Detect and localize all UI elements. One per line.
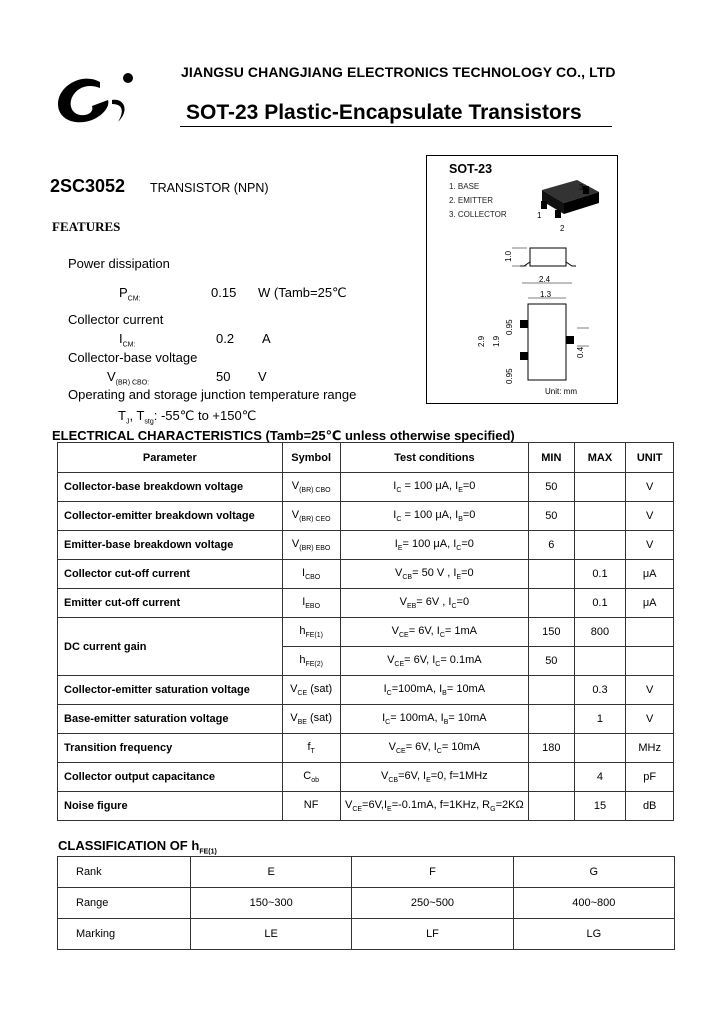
condition-cell: $V_{CE}= 6V$, $I_C= 1mA$ <box>340 618 528 647</box>
part-number: 2SC3052 <box>50 176 126 196</box>
power-symbol: $P_{CM:}$ <box>119 285 141 303</box>
condition-cell: $V_{CE}= 6V$, $I_C= 0.1mA$ <box>340 647 528 676</box>
min-cell <box>529 705 575 734</box>
parameter-cell: Emitter cut-off current <box>58 589 283 618</box>
parameter-cell: Base-emitter saturation voltage <box>58 705 283 734</box>
max-cell: 800 <box>574 618 626 647</box>
condition-cell: $I_E= 100$ μA, $I_C=0$ <box>340 531 528 560</box>
collector-current-symbol: $I_{CM:}$ <box>119 331 136 349</box>
max-cell: 15 <box>574 792 626 821</box>
max-cell <box>574 734 626 763</box>
range-g: 400~800 <box>513 888 674 919</box>
pin-2-label: 2. EMITTER <box>449 196 494 205</box>
symbol-cell: $I_{EBO}$ <box>282 589 340 618</box>
electrical-table <box>57 442 674 821</box>
pin-number-1: 1 <box>537 211 542 220</box>
symbol-cell: $V_{(BR) CBO}$ <box>282 473 340 502</box>
min-cell: 150 <box>529 618 575 647</box>
dim-width-overall: 2.4 <box>539 275 551 284</box>
header-max: MAX <box>574 443 626 473</box>
unit-cell: μA <box>626 589 674 618</box>
range-f: 250~500 <box>352 888 513 919</box>
symbol-cell: $V_{CE}$ (sat) <box>282 676 340 705</box>
min-cell <box>529 560 575 589</box>
company-name: JIANGSU CHANGJIANG ELECTRONICS TECHNOLOGY CO., LTD <box>181 64 616 80</box>
min-cell <box>529 763 575 792</box>
collector-base-voltage-unit: V <box>258 369 267 384</box>
max-cell: 0.3 <box>574 676 626 705</box>
features-heading: FEATURES <box>52 219 121 234</box>
unit-cell: μA <box>626 560 674 589</box>
condition-cell: $V_{CB}= 50$ V , $I_E=0$ <box>340 560 528 589</box>
table-row <box>58 618 674 647</box>
temperature-range: $T_J$, $T_{stg}$: -55℃ to +150℃ <box>118 408 257 426</box>
condition-cell: $V_{EB}= 6V$ , $I_C=0$ <box>340 589 528 618</box>
unit-cell: V <box>626 502 674 531</box>
condition-cell: $I_C= 100mA$, $I_B= 10mA$ <box>340 705 528 734</box>
pin-3-label: 3. COLLECTOR <box>449 210 507 219</box>
power-label: Power dissipation <box>68 256 170 271</box>
package-side-view <box>512 248 576 266</box>
max-cell <box>574 473 626 502</box>
package-top-view <box>520 283 589 380</box>
unit-cell: MHz <box>626 734 674 763</box>
table-row <box>58 502 674 531</box>
classification-heading: CLASSIFICATION OF $h_{FE(1)}$ <box>58 838 217 856</box>
unit-cell: V <box>626 705 674 734</box>
condition-cell: $I_C=100mA$, $I_B= 10mA$ <box>340 676 528 705</box>
title-underline <box>180 126 612 127</box>
package-body-3d <box>541 180 599 218</box>
symbol-cell: $V_{(BR) CEO}$ <box>282 502 340 531</box>
part-type: TRANSISTOR (NPN) <box>150 181 269 195</box>
power-unit: W (Tamb=25℃ <box>258 285 347 300</box>
min-cell: 50 <box>529 473 575 502</box>
marking-g: LG <box>513 919 674 950</box>
table-row <box>58 792 674 821</box>
max-cell <box>574 531 626 560</box>
header-symbol: Symbol <box>282 443 340 473</box>
unit-cell: V <box>626 676 674 705</box>
table-row <box>58 560 674 589</box>
collector-base-voltage-label: Collector-base voltage <box>68 350 198 365</box>
table-row <box>58 763 674 792</box>
parameter-cell: Collector-emitter breakdown voltage <box>58 502 283 531</box>
min-cell <box>529 676 575 705</box>
symbol-cell: $V_{BE}$ (sat) <box>282 705 340 734</box>
marking-label: Marking <box>58 919 191 950</box>
rank-f: F <box>352 857 513 888</box>
symbol-cell: $V_{(BR) EBO}$ <box>282 531 340 560</box>
table-row <box>58 734 674 763</box>
max-cell: 4 <box>574 763 626 792</box>
unit-cell <box>626 647 674 676</box>
symbol-cell: $f_T$ <box>282 734 340 763</box>
marking-f: LF <box>352 919 513 950</box>
pin-1-label: 1. BASE <box>449 182 480 191</box>
parameter-cell: Noise figure <box>58 792 283 821</box>
min-cell: 50 <box>529 502 575 531</box>
table-header-row <box>58 443 674 473</box>
range-e: 150~300 <box>191 888 352 919</box>
min-cell: 50 <box>529 647 575 676</box>
min-cell: 180 <box>529 734 575 763</box>
unit-cell: V <box>626 473 674 502</box>
rank-g: G <box>513 857 674 888</box>
document-title: SOT-23 Plastic-Encapsulate Transistors <box>186 101 582 124</box>
collector-current-unit: A <box>262 331 271 346</box>
dim-pin-pitch: 1.9 <box>492 335 501 347</box>
table-row <box>58 473 674 502</box>
max-cell: 0.1 <box>574 589 626 618</box>
table-row <box>58 531 674 560</box>
collector-base-voltage-symbol: $V_{(BR) CBO:}$ <box>107 369 150 387</box>
min-cell <box>529 589 575 618</box>
range-label: Range <box>58 888 191 919</box>
unit-cell: pF <box>626 763 674 792</box>
header-unit: UNIT <box>626 443 674 473</box>
collector-base-voltage-value: 50 <box>216 369 231 384</box>
max-cell: 0.1 <box>574 560 626 589</box>
range-row <box>58 888 675 919</box>
temperature-label: Operating and storage junction temperature range <box>68 387 357 402</box>
unit-cell: V <box>626 531 674 560</box>
rank-e: E <box>191 857 352 888</box>
dim-pin-spacing-bottom: 0.95 <box>505 368 514 384</box>
max-cell: 1 <box>574 705 626 734</box>
symbol-cell: $I_{CBO}$ <box>282 560 340 589</box>
collector-current-label: Collector current <box>68 312 164 327</box>
header-test-conditions: Test conditions <box>340 443 528 473</box>
max-cell <box>574 502 626 531</box>
collector-current-value: 0.2 <box>216 331 235 346</box>
parameter-cell: Emitter-base breakdown voltage <box>58 531 283 560</box>
min-cell: 6 <box>529 531 575 560</box>
table-row <box>58 676 674 705</box>
package-title: SOT-23 <box>449 162 493 176</box>
parameter-cell: Collector-base breakdown voltage <box>58 473 283 502</box>
rank-label: Rank <box>58 857 191 888</box>
dim-height: 1.0 <box>504 250 513 262</box>
unit-label: Unit: mm <box>545 387 577 396</box>
parameter-cell: Collector-emitter saturation voltage <box>58 676 283 705</box>
header-parameter: Parameter <box>58 443 283 473</box>
parameter-cell: DC current gain <box>58 618 283 676</box>
power-value: 0.15 <box>211 285 237 300</box>
dim-width-body: 1.3 <box>540 290 552 299</box>
dim-length: 2.9 <box>477 335 486 347</box>
marking-row <box>58 919 675 950</box>
symbol-cell: NF <box>282 792 340 821</box>
condition-cell: $V_{CB}=6V$, $I_E=0$, f=1MHz <box>340 763 528 792</box>
electrical-heading: ELECTRICAL CHARACTERISTICS (Tamb=25℃ unless otherwise specified) <box>52 428 515 443</box>
symbol-cell: $h_{FE(1)}$ <box>282 618 340 647</box>
parameter-cell: Transition frequency <box>58 734 283 763</box>
marking-e: LE <box>191 919 352 950</box>
pin-number-3: 3 <box>579 183 584 192</box>
unit-cell <box>626 618 674 647</box>
parameter-cell: Collector output capacitance <box>58 763 283 792</box>
dim-pin-spacing-top: 0.95 <box>505 319 514 335</box>
condition-cell: $I_C = 100$ μA, $I_B=0$ <box>340 502 528 531</box>
max-cell <box>574 647 626 676</box>
pin-number-2: 2 <box>560 224 565 233</box>
company-logo <box>52 68 144 130</box>
table-row <box>58 589 674 618</box>
parameter-cell: Collector cut-off current <box>58 560 283 589</box>
condition-cell: $I_C = 100$ μA, $I_E=0$ <box>340 473 528 502</box>
package-drawing <box>427 170 615 400</box>
condition-cell: $V_{CE}=6V,I_E=-0.1mA$, f=1KHz, $R_G=2K\Omega$ <box>340 792 528 821</box>
dim-lead-width: 0.4 <box>576 346 585 358</box>
unit-cell: dB <box>626 792 674 821</box>
classification-table <box>57 856 675 950</box>
condition-cell: $V_{CE}= 6V$, $I_C= 10mA$ <box>340 734 528 763</box>
min-cell <box>529 792 575 821</box>
symbol-cell: $h_{FE(2)}$ <box>282 647 340 676</box>
table-row <box>58 705 674 734</box>
rank-row <box>58 857 675 888</box>
header-min: MIN <box>529 443 575 473</box>
symbol-cell: $C_{ob}$ <box>282 763 340 792</box>
